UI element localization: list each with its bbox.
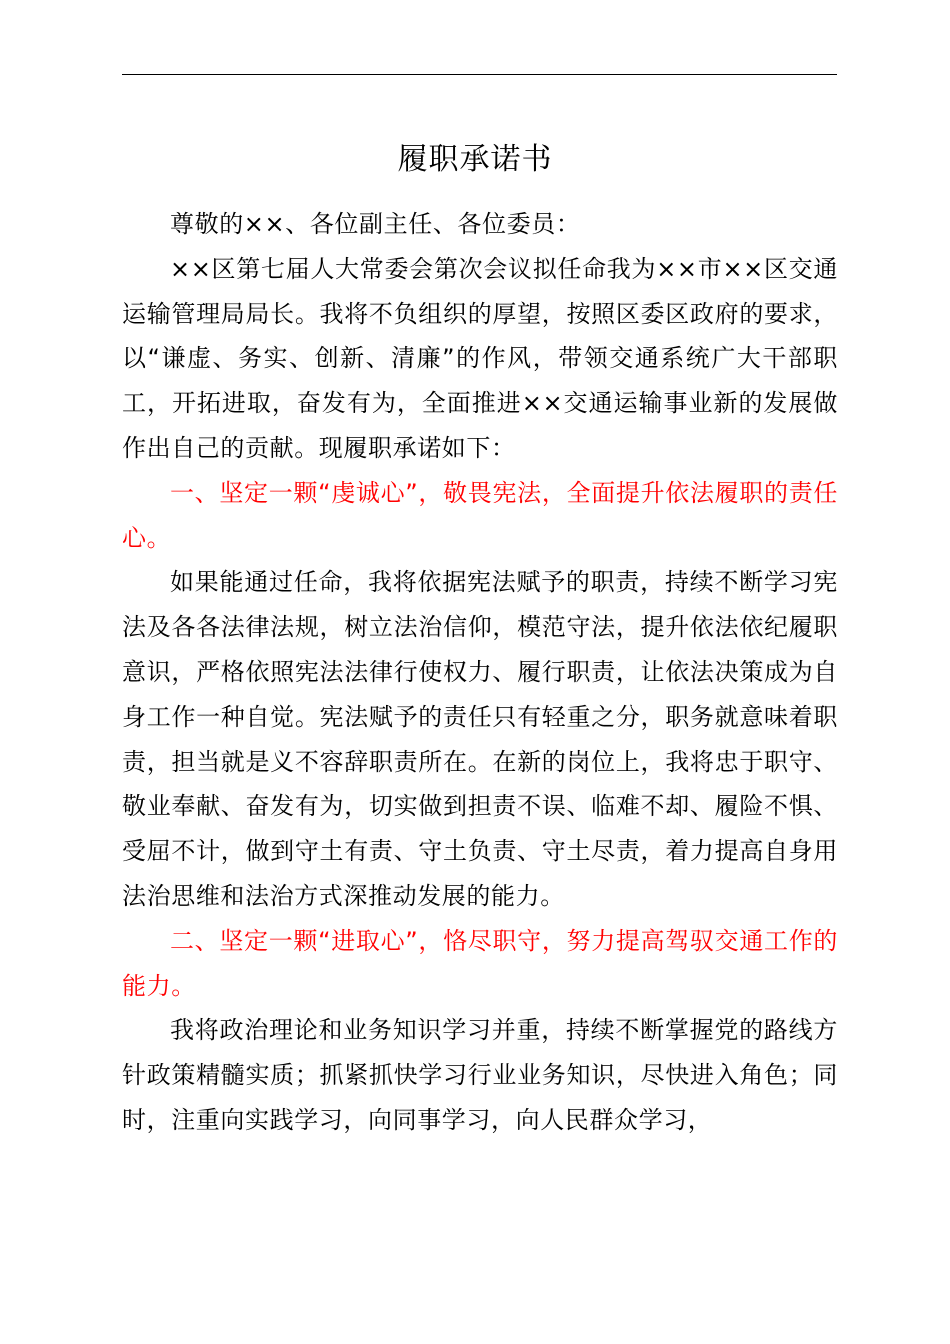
section-1-paragraph: 如果能通过任命，我将依据宪法赋予的职责，持续不断学习宪法及各各法律法规，树立法治信仰，模范守法，提升依法依纪履职意识，严格依照宪法法律行使权力、履行职责，让依法决策成为自身工作一种自觉。宪法赋予的责任只有轻重之分，职务就意味着职责，担当就是义不容辞职责所在。在新的岗位上，我将忠于职守、敬业奉献、奋发有为，切实做到担责不误、临难不却、履险不惧、受屈不计，做到守土有责、守土负责、守土尽责，着力提高自身用法治思维和法治方式深推动发展的能力。 (122, 568, 838, 910)
section-2-heading: 二、坚定一颗“进取心”，恪尽职守，努力提高驾驭交通工作的能力。 (122, 926, 838, 1000)
header-rule (122, 74, 837, 75)
section-1-heading: 一、坚定一颗“虔诚心”，敬畏宪法，全面提升依法履职的责任心。 (122, 478, 838, 552)
intro-paragraph: ××区第七届人大常委会第次会议拟任命我为××市××区交通运输管理局局长。我将不负组织的厚望，按照区委区政府的要求，以“谦虚、务实、创新、清廉”的作风，带领交通系统广大干部职工，开拓进取，奋发有为，全面推进××交通运输事业新的发展做作出自己的贡献。现履职承诺如下： (122, 254, 838, 462)
document-title: 履职承诺书 (397, 142, 553, 177)
greeting-paragraph: 尊敬的××、各位副主任、各位委员： (170, 210, 581, 238)
section-2-paragraph: 我将政治理论和业务知识学习并重，持续不断掌握党的路线方针政策精髓实质；抓紧抓快学习行业业务知识，尽快进入角色；同时，注重向实践学习，向同事学习，向人民群众学习， (122, 1016, 838, 1134)
document-body (122, 202, 838, 1143)
